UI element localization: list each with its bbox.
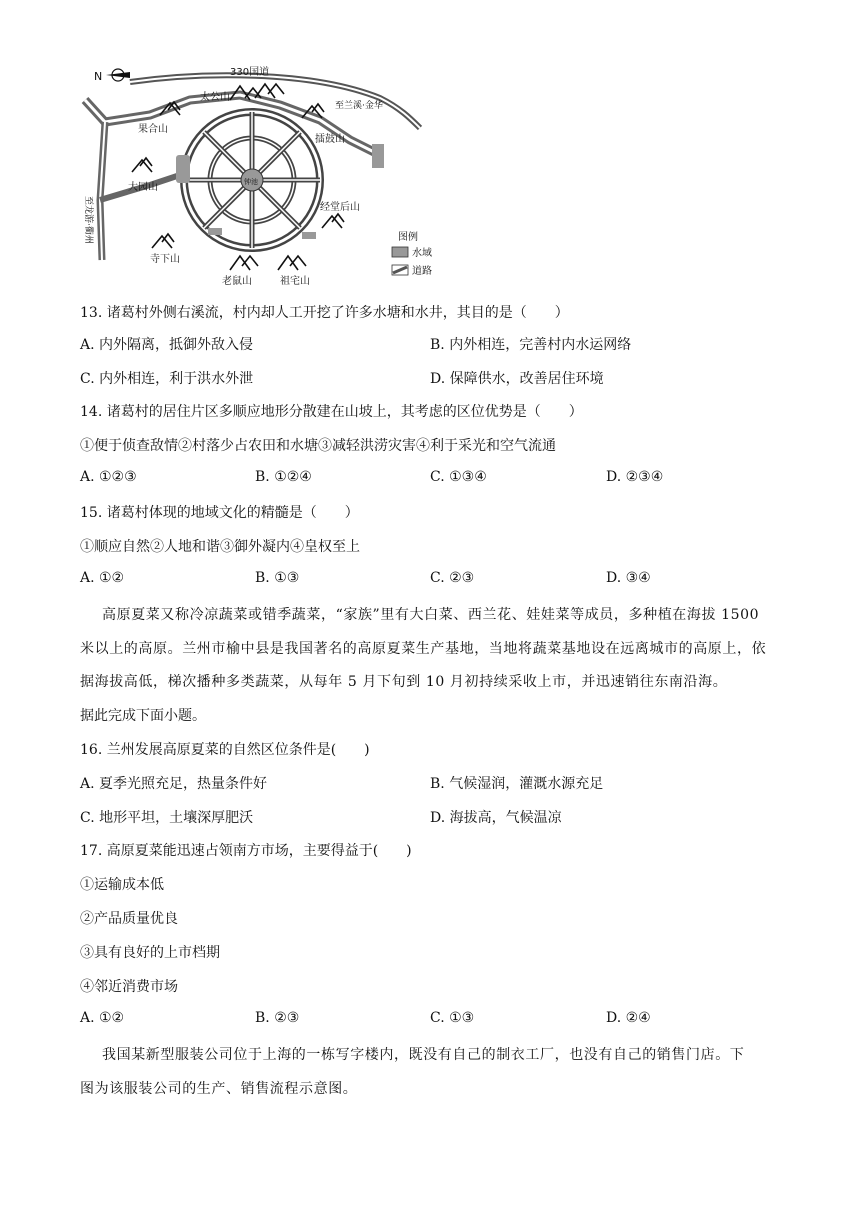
q16-option-b[interactable]: B. 气候湿润，灌溉水源充足 — [430, 776, 604, 792]
q16-option-d[interactable]: D. 海拔高，气候温凉 — [430, 810, 562, 826]
q15-option-a[interactable]: A. ①② — [80, 570, 125, 586]
mountain-label: 寺下山 — [150, 254, 180, 265]
passage-1-instruction: 据此完成下面小题。 — [80, 708, 206, 724]
q13-option-c[interactable]: C. 内外相连，利于洪水外泄 — [80, 371, 254, 387]
passage-2-line: 图为该服装公司的生产、销售流程示意图。 — [80, 1081, 358, 1097]
legend-road-label: 道路 — [412, 266, 432, 277]
q15-items: ①顺应自然②人地和谐③御外凝内④皇权至上 — [80, 539, 360, 555]
q13-option-a[interactable]: A. 内外隔离，抵御外敌入侵 — [80, 337, 254, 353]
mountain-label: 太公山 — [200, 92, 230, 103]
q17-item: ②产品质量优良 — [80, 911, 178, 927]
q15-option-d[interactable]: D. ③④ — [606, 570, 651, 586]
q14-option-c[interactable]: C. ①③④ — [430, 469, 487, 485]
legend-water-swatch — [392, 247, 408, 257]
road-330-label: 330国道 — [230, 67, 270, 78]
mountain-label: 大园山 — [128, 182, 158, 193]
q17-item: ③具有良好的上市档期 — [80, 945, 220, 961]
legend-title: 图例 — [398, 232, 418, 243]
passage-2-line: 我国某新型服装公司位于上海的一栋写字楼内，既没有自己的制衣工厂，也没有自己的销售门店。下 — [102, 1047, 745, 1063]
question-15-stem: 15. 诸葛村体现的地域文化的精髓是（ ） — [80, 505, 359, 521]
q14-option-d[interactable]: D. ②③④ — [606, 469, 664, 485]
water-body — [302, 232, 316, 239]
question-17-stem: 17. 高原夏菜能迅速占领南方市场，主要得益于( ) — [80, 843, 412, 859]
water-body — [372, 144, 384, 168]
legend-water-label: 水域 — [412, 248, 432, 259]
mountain-label: 经堂后山 — [320, 202, 360, 213]
passage-1-line: 据海拔高低，梯次播种多类蔬菜，从每年 5 月下旬到 10 月初持续采收上市，并迅速销往东南沿海。 — [80, 674, 728, 690]
q14-option-a[interactable]: A. ①②③ — [80, 469, 137, 485]
question-16-stem: 16. 兰州发展高原夏菜的自然区位条件是( ) — [80, 742, 370, 758]
q14-items: ①便于侦查敌情②村落少占农田和水塘③减轻洪涝灾害④利于采光和空气流通 — [80, 438, 556, 454]
q13-option-d[interactable]: D. 保障供水，改善居住环境 — [430, 371, 604, 387]
north-arrow-icon — [106, 69, 130, 81]
center-pond-label: 钟池 — [244, 178, 258, 186]
q17-option-a[interactable]: A. ①② — [80, 1010, 125, 1026]
q15-option-b[interactable]: B. ①③ — [255, 570, 300, 586]
q17-item: ④邻近消费市场 — [80, 979, 178, 995]
q16-option-c[interactable]: C. 地形平坦，土壤深厚肥沃 — [80, 810, 254, 826]
to-longyou-label: 至龙游·衢州 — [83, 196, 93, 244]
q14-option-b[interactable]: B. ①②④ — [255, 469, 312, 485]
q17-option-d[interactable]: D. ②④ — [606, 1010, 651, 1026]
to-lanxi-label: 至兰溪·金华 — [335, 101, 383, 111]
q17-option-c[interactable]: C. ①③ — [430, 1010, 475, 1026]
mountain-label: 祖宅山 — [280, 276, 310, 287]
mountain-label: 果合山 — [138, 124, 168, 135]
village-map — [80, 60, 450, 288]
q17-item: ①运输成本低 — [80, 877, 164, 893]
q15-option-c[interactable]: C. ②③ — [430, 570, 475, 586]
q13-option-b[interactable]: B. 内外相连，完善村内水运网络 — [430, 337, 632, 353]
north-label: N — [94, 70, 103, 83]
passage-1-line: 高原夏菜又称冷凉蔬菜或错季蔬菜，“家族”里有大白菜、西兰花、娃娃菜等成员，多种植在海拔 1500 — [102, 607, 760, 623]
passage-1-line: 米以上的高原。兰州市榆中县是我国著名的高原夏菜生产基地，当地将蔬菜基地设在远离城市的高原上，依 — [80, 641, 767, 657]
q16-option-a[interactable]: A. 夏季光照充足，热量条件好 — [80, 776, 268, 792]
mountain-label: 擂鼓山 — [315, 134, 345, 145]
water-body — [176, 155, 190, 183]
question-13-stem: 13. 诸葛村外侧右溪流，村内却人工开挖了许多水塘和水井，其目的是（ ） — [80, 305, 569, 321]
q17-option-b[interactable]: B. ②③ — [255, 1010, 300, 1026]
question-14-stem: 14. 诸葛村的居住片区多顺应地形分散建在山坡上，其考虑的区位优势是（ ） — [80, 404, 583, 420]
mountain-label: 老鼠山 — [222, 276, 252, 287]
water-body — [208, 228, 222, 235]
